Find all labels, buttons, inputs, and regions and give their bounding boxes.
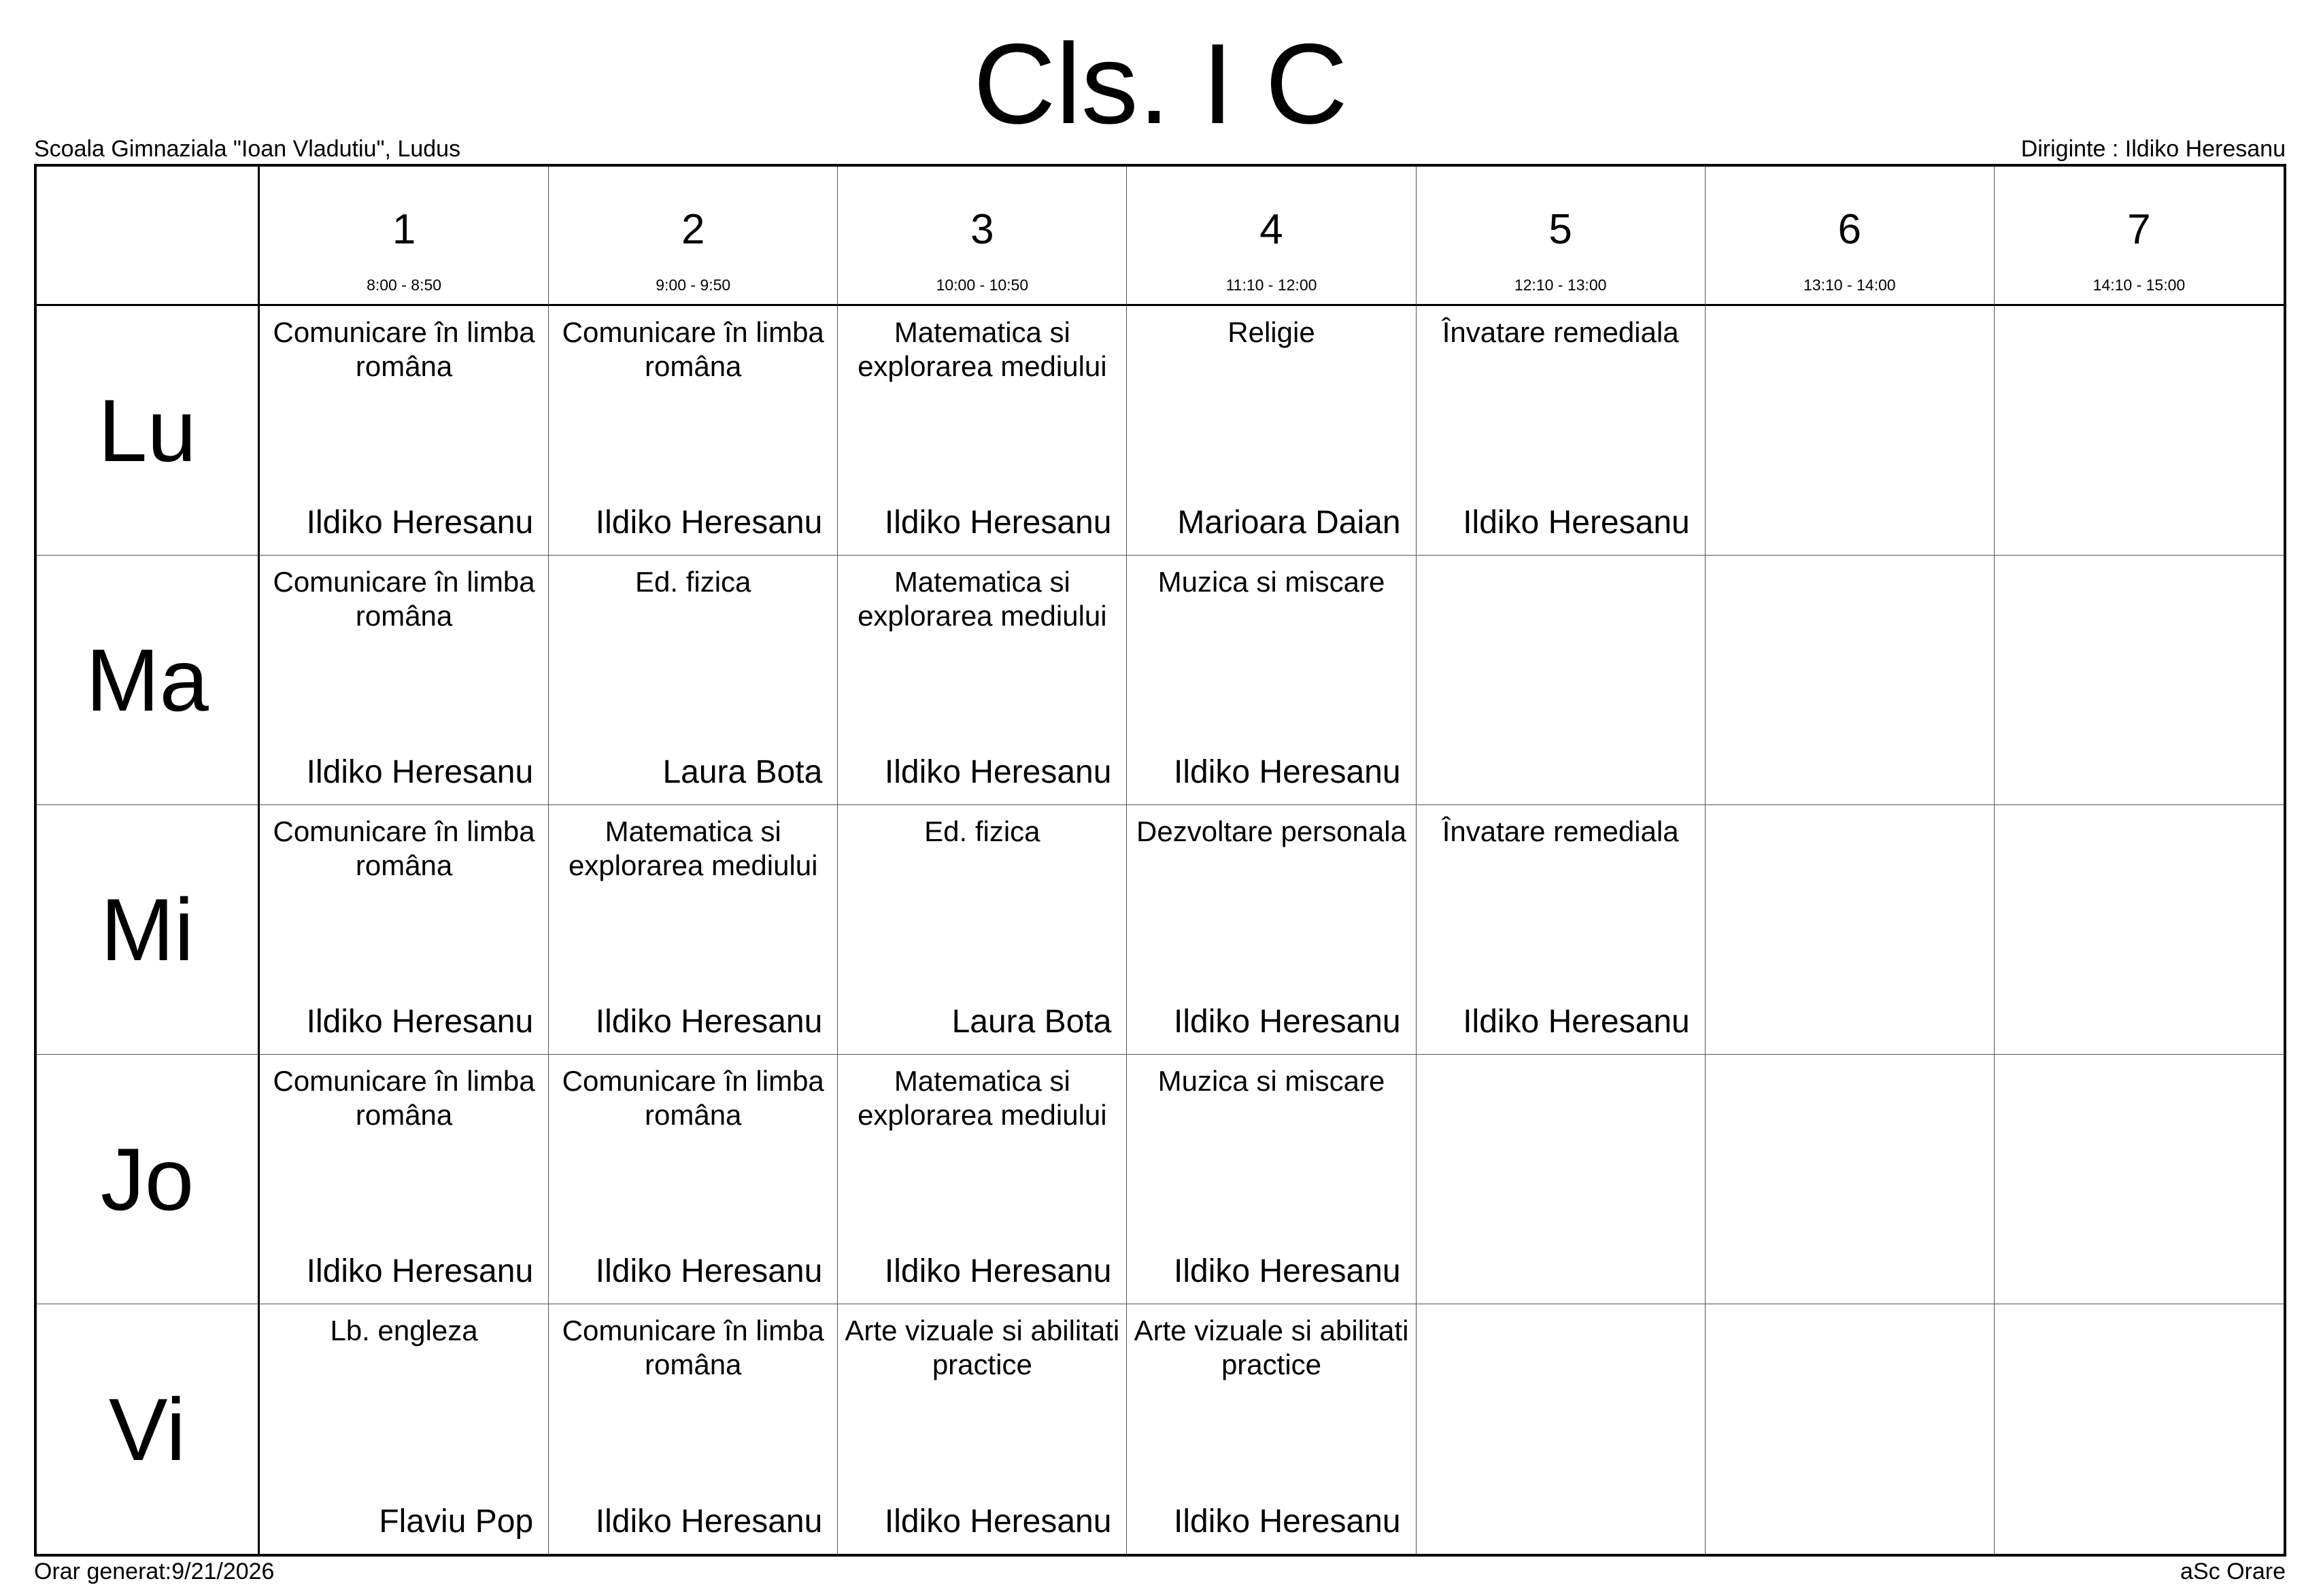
lesson-subject: Arte vizuale si abilitati practice — [1134, 1314, 1409, 1380]
period-time: 12:10 - 13:00 — [1514, 276, 1607, 294]
lesson-subject: Învatare remediala — [1442, 316, 1679, 348]
lesson-cell — [838, 556, 1127, 805]
lesson-cell — [549, 1055, 838, 1304]
lesson-cell — [260, 1055, 549, 1304]
lesson-cell — [549, 556, 838, 805]
lesson-subject: Învatare remediala — [1442, 815, 1679, 847]
lesson-cell — [549, 306, 838, 556]
lesson-teacher: Ildiko Heresanu — [1174, 754, 1401, 790]
lesson-subject: Lb. engleza — [330, 1314, 478, 1346]
lesson-teacher: Ildiko Heresanu — [306, 1004, 534, 1040]
lesson-subject: Comunicare în limba româna — [562, 1065, 824, 1131]
corner-cell — [37, 167, 260, 306]
lesson-cell — [838, 1304, 1127, 1554]
lesson-teacher: Ildiko Heresanu — [306, 1253, 534, 1289]
generator-credit: aSc Orare — [2180, 1559, 2286, 1584]
lesson-cell — [1706, 306, 1995, 556]
day-header — [37, 1055, 260, 1304]
day-label: Lu — [98, 381, 197, 480]
lesson-cell — [1995, 1055, 2284, 1304]
lesson-cell — [549, 1304, 838, 1554]
lesson-teacher: Ildiko Heresanu — [306, 505, 534, 541]
lesson-subject: Muzica si miscare — [1157, 566, 1385, 598]
lesson-cell — [838, 1055, 1127, 1304]
generated-date: Orar generat:9/21/2026 — [34, 1559, 275, 1584]
lesson-teacher: Ildiko Heresanu — [884, 505, 1112, 541]
lesson-teacher: Ildiko Heresanu — [1463, 1004, 1690, 1040]
lesson-teacher: Ildiko Heresanu — [595, 505, 823, 541]
period-time: 14:10 - 15:00 — [2093, 276, 2186, 294]
lesson-subject: Arte vizuale si abilitati practice — [845, 1314, 1120, 1380]
lesson-cell — [1706, 1055, 1995, 1304]
lesson-teacher: Ildiko Heresanu — [884, 1504, 1112, 1540]
period-time: 8:00 - 8:50 — [367, 276, 442, 294]
day-label: Jo — [100, 1130, 194, 1229]
period-time: 9:00 - 9:50 — [656, 276, 731, 294]
period-number: 4 — [1259, 206, 1283, 253]
lesson-subject: Comunicare în limba româna — [562, 1314, 824, 1380]
period-number: 1 — [392, 206, 416, 253]
page-title: Cls. I C — [973, 20, 1348, 148]
lesson-cell — [1995, 556, 2284, 805]
day-label: Vi — [108, 1379, 186, 1479]
lesson-cell — [260, 556, 549, 805]
lesson-cell — [260, 805, 549, 1055]
lesson-cell — [1127, 556, 1416, 805]
day-header — [37, 1304, 260, 1554]
day-header — [37, 556, 260, 805]
lesson-teacher: Laura Bota — [951, 1004, 1112, 1040]
lesson-cell — [1706, 556, 1995, 805]
period-header — [1417, 167, 1706, 306]
lesson-cell — [549, 805, 838, 1055]
lesson-cell — [1995, 1304, 2284, 1554]
lesson-cell — [838, 805, 1127, 1055]
lesson-subject: Comunicare în limba româna — [273, 815, 535, 881]
day-header — [37, 805, 260, 1055]
period-number: 6 — [1837, 206, 1862, 253]
lesson-teacher: Ildiko Heresanu — [595, 1253, 823, 1289]
day-label: Ma — [86, 630, 209, 730]
lesson-teacher: Ildiko Heresanu — [884, 754, 1112, 790]
period-header — [838, 167, 1127, 306]
lesson-subject: Comunicare în limba româna — [273, 1065, 535, 1131]
lesson-subject: Dezvoltare personala — [1136, 815, 1406, 847]
day-label: Mi — [100, 880, 194, 979]
lesson-subject: Matematica si explorarea mediului — [858, 1065, 1107, 1131]
lesson-cell — [1417, 306, 1706, 556]
lesson-cell — [1417, 556, 1706, 805]
lesson-cell — [1127, 1055, 1416, 1304]
lesson-cell — [1127, 805, 1416, 1055]
lesson-teacher: Ildiko Heresanu — [1174, 1253, 1401, 1289]
day-header — [37, 306, 260, 556]
lesson-teacher: Ildiko Heresanu — [1174, 1004, 1401, 1040]
period-number: 7 — [2127, 206, 2151, 253]
lesson-cell — [838, 306, 1127, 556]
period-header — [1706, 167, 1995, 306]
lesson-teacher: Ildiko Heresanu — [1463, 505, 1690, 541]
lesson-teacher: Ildiko Heresanu — [884, 1253, 1112, 1289]
lesson-cell — [260, 306, 549, 556]
timetable-grid — [34, 164, 2286, 1557]
period-time: 11:10 - 12:00 — [1225, 276, 1317, 294]
lesson-cell — [1706, 805, 1995, 1055]
lesson-teacher: Ildiko Heresanu — [595, 1504, 823, 1540]
lesson-subject: Comunicare în limba româna — [273, 566, 535, 632]
lesson-subject: Ed. fizica — [924, 815, 1040, 847]
lesson-cell — [1995, 805, 2284, 1055]
lesson-teacher: Ildiko Heresanu — [1174, 1504, 1401, 1540]
period-time: 10:00 - 10:50 — [936, 276, 1029, 294]
lesson-teacher: Ildiko Heresanu — [306, 754, 534, 790]
period-number: 3 — [970, 206, 994, 253]
lesson-subject: Matematica si explorarea mediului — [858, 566, 1107, 632]
lesson-cell — [1706, 1304, 1995, 1554]
lesson-subject: Muzica si miscare — [1157, 1065, 1385, 1097]
period-number: 2 — [681, 206, 705, 253]
lesson-cell — [1995, 306, 2284, 556]
lesson-subject: Matematica si explorarea mediului — [858, 316, 1107, 382]
period-header — [1995, 167, 2284, 306]
lesson-teacher: Laura Bota — [662, 754, 823, 790]
period-header — [260, 167, 549, 306]
school-name: Scoala Gimnaziala "Ioan Vladutiu", Ludus — [34, 136, 461, 162]
period-time: 13:10 - 14:00 — [1803, 276, 1896, 294]
lesson-subject: Comunicare în limba româna — [273, 316, 535, 382]
lesson-cell — [1417, 1304, 1706, 1554]
lesson-subject: Matematica si explorarea mediului — [568, 815, 818, 881]
lesson-cell — [1417, 805, 1706, 1055]
lesson-teacher: Ildiko Heresanu — [595, 1004, 823, 1040]
lesson-cell — [260, 1304, 549, 1554]
lesson-teacher: Marioara Daian — [1177, 505, 1401, 541]
lesson-cell — [1127, 1304, 1416, 1554]
lesson-subject: Religie — [1227, 316, 1315, 348]
lesson-cell — [1127, 306, 1416, 556]
period-number: 5 — [1548, 206, 1572, 253]
period-header — [549, 167, 838, 306]
lesson-cell — [1417, 1055, 1706, 1304]
class-teacher: Diriginte : Ildiko Heresanu — [2020, 136, 2286, 162]
lesson-teacher: Flaviu Pop — [379, 1504, 534, 1540]
lesson-subject: Ed. fizica — [635, 566, 751, 598]
lesson-subject: Comunicare în limba româna — [562, 316, 824, 382]
period-header — [1127, 167, 1416, 306]
